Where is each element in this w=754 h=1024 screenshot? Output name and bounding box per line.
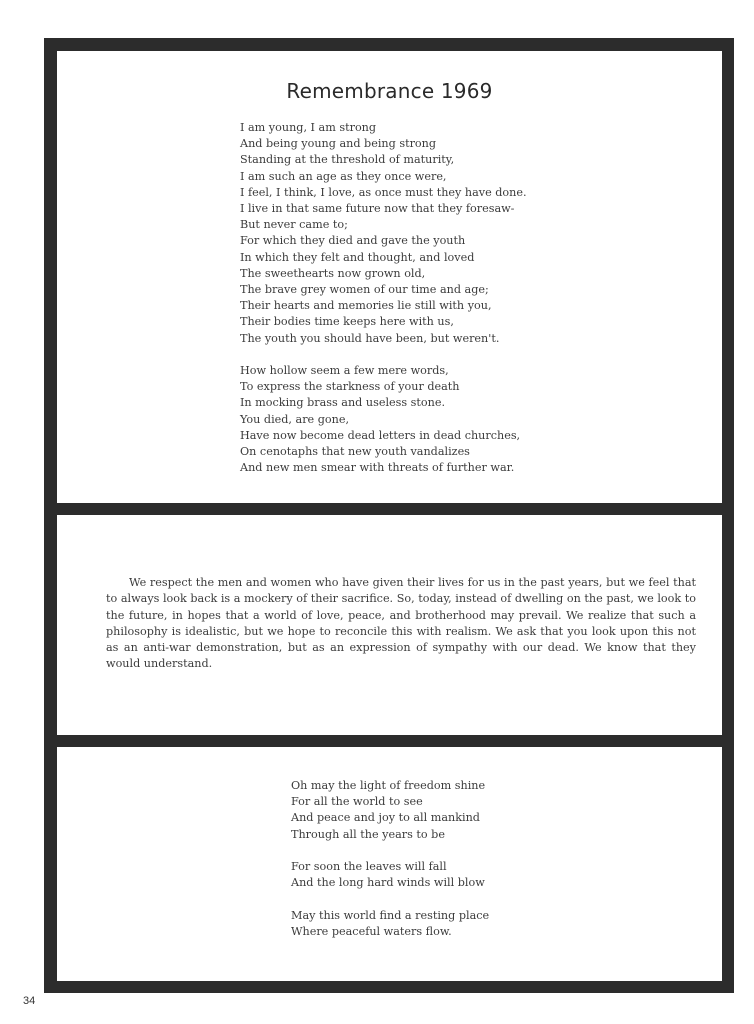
poem-line: Oh may the light of freedom shine [291,779,486,792]
page-frame [44,38,734,993]
poem-line: In which they felt and thought, and loved [240,250,475,264]
poem-line: And the long hard winds will blow [291,876,485,890]
poem-line: May this world find a resting place [291,908,490,922]
poem-line: I am such an age as they once were, [240,169,447,183]
poem-line: And being young and being strong [240,137,437,151]
poem-line: In mocking brass and useless stone. [240,396,446,410]
poem-line: I feel, I think, I love, as once must they have done. [240,185,527,199]
poem-line: Where peaceful waters flow. [291,924,452,938]
poem-line: Have now become dead letters in dead churches, [240,428,521,442]
poem-line: The sweethearts now grown old, [240,266,426,280]
poem-line: For soon the leaves will fall [291,860,447,873]
poem-line: On cenotaphs that new youth vandalizes [240,445,470,459]
statement-panel [57,515,722,735]
poem-line: To express the starkness of your death [240,380,460,394]
poem-line: Their bodies time keeps here with us, [240,315,454,329]
poem-line: I live in that same future now that they foresaw- [240,202,515,216]
poem-line: Through all the years to be [291,827,445,841]
stanza-gap [291,891,489,907]
poem-panel-remembrance [57,51,722,503]
stanza-gap [240,347,527,363]
poem-line: The youth you should have been, but weren't. [240,331,500,345]
poem-line: Their hearts and memories lie still with you, [240,299,492,313]
poem-panel-freedom [57,747,722,981]
poem-remembrance [240,120,527,476]
poem-title: Remembrance 1969 [286,79,493,103]
poem-line: But never came to; [240,218,348,232]
page-number: 34 [23,995,36,1007]
poem-line: For all the world to see [291,795,423,809]
poem-freedom [291,778,489,940]
stanza-gap [291,843,489,859]
poem-line: The brave grey women of our time and age; [240,283,489,297]
poem-line: I am young, I am strong [240,121,377,134]
statement-paragraph: We respect the men and women who have given their lives for us in the past years, but we feel that to always look back is a mockery of their sacrifice. So, today, instead of dwelling on the past, we look to the future, in hopes that a world of love, peace, and brotherhood may prevail. We realize that such a philosophy is idealistic, but we hope to reconcile this with realism. We ask that you look upon this not as an anti-war demonstration, but as an expression of sympathy with our dead. We know that they would understand. [106,576,696,671]
poem-line: Standing at the threshold of maturity, [240,153,455,167]
poem-line: You died, are gone, [240,412,350,426]
poem-line: For which they died and gave the youth [240,234,466,248]
poem-line: And new men smear with threats of further war. [240,461,515,475]
poem-line: And peace and joy to all mankind [291,811,480,825]
poem-line: How hollow seem a few mere words, [240,364,449,378]
